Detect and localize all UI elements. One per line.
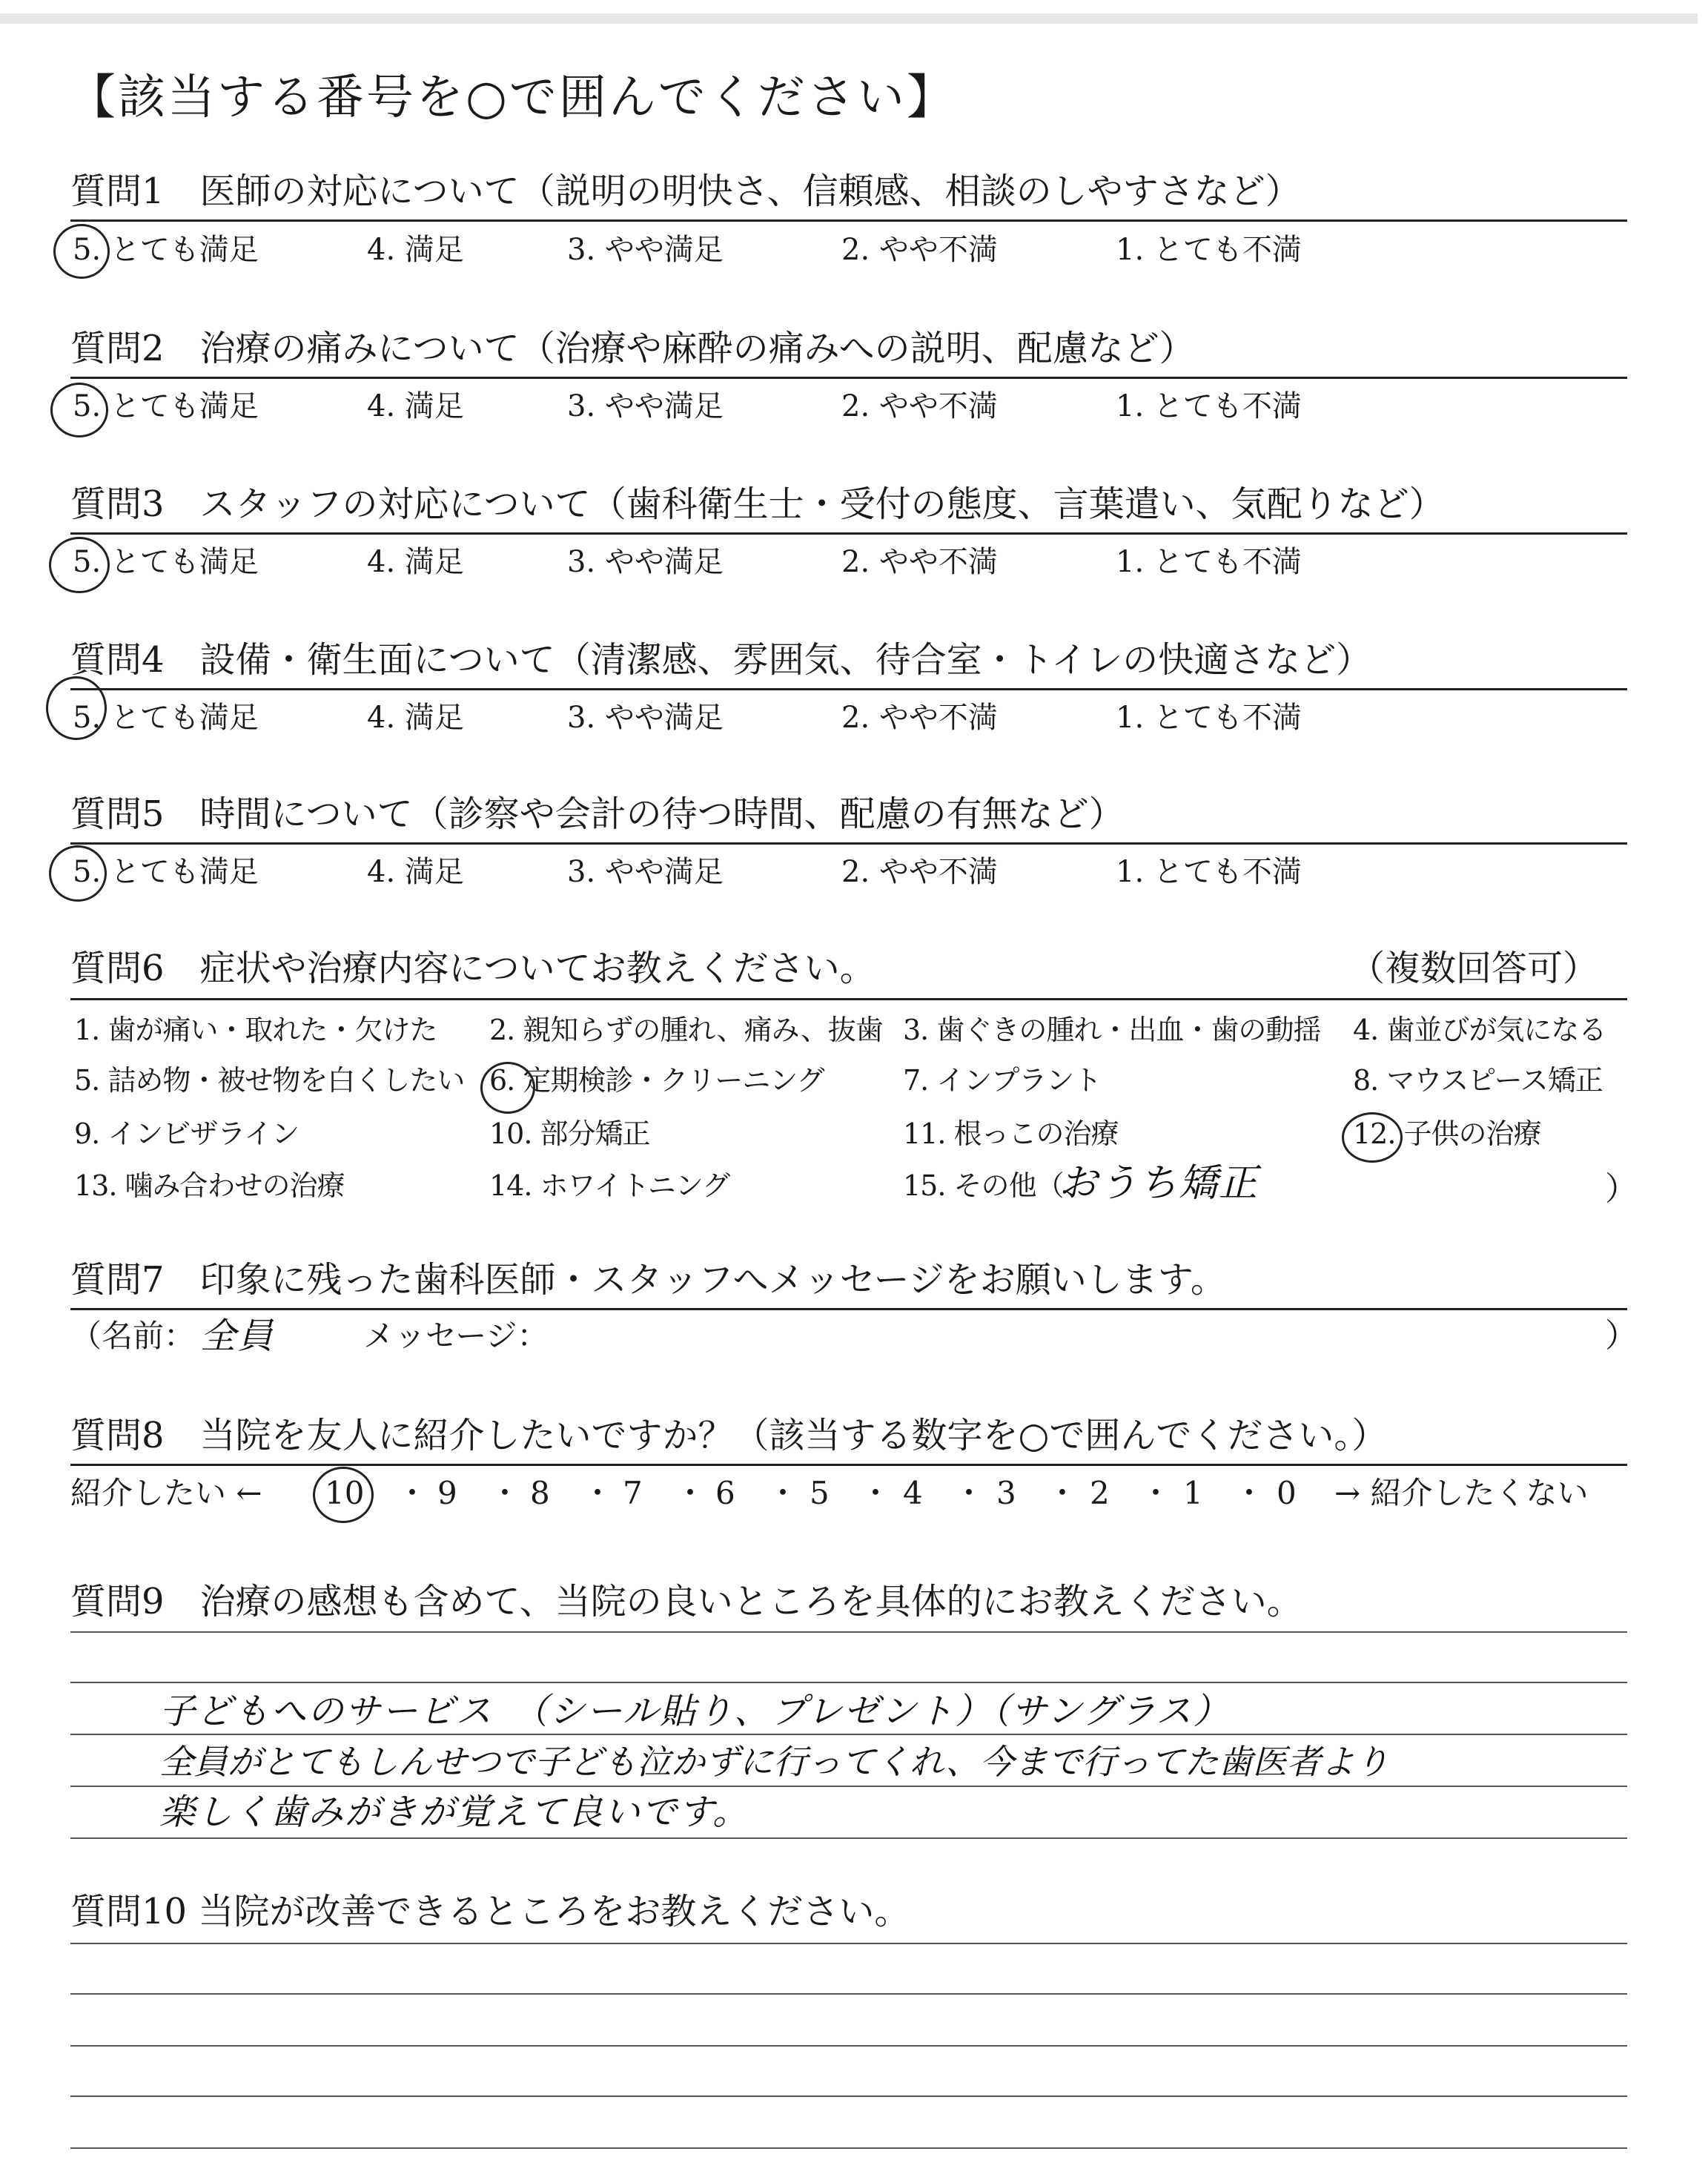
q8-scale-10[interactable]: 10 [325, 1475, 365, 1511]
q10-rule-5 [70, 2147, 1627, 2149]
q6-item-10[interactable]: 10. 部分矯正 [489, 1117, 650, 1150]
q1-option-2[interactable]: 2. やや不満 [841, 233, 998, 267]
q8-scale-8[interactable]: 8 [530, 1475, 550, 1511]
q2-option-5[interactable]: 5. とても満足 [73, 389, 259, 423]
q10-rule-4 [70, 2095, 1627, 2097]
q4-title: 質問4 設備・衛生面について（清潔感、雰囲気、待合室・トイレの快適さなど） [70, 639, 1372, 681]
q6-item-15[interactable]: 15. その他（ [903, 1169, 1064, 1202]
q6-item-14[interactable]: 14. ホワイトニング [489, 1169, 730, 1202]
q8-scale-2[interactable]: 2 [1090, 1475, 1110, 1511]
q6-item-7[interactable]: 7. インプラント [903, 1064, 1102, 1097]
q5-rule [70, 842, 1627, 845]
q9-rule-5 [70, 1837, 1627, 1839]
q8-scale-7[interactable]: 7 [623, 1475, 643, 1511]
q1-option-5[interactable]: 5. とても満足 [73, 233, 259, 267]
q6-item-5[interactable]: 5. 詰め物・被せ物を白くしたい [74, 1064, 465, 1097]
q3-title: 質問3 スタッフの対応について（歯科衛生士・受付の態度、言葉遣い、気配りなど） [70, 483, 1445, 525]
q5-option-5[interactable]: 5. とても満足 [73, 855, 259, 889]
q8-scale-0[interactable]: 0 [1277, 1475, 1297, 1511]
q4-option-2[interactable]: 2. やや不満 [841, 701, 998, 735]
q9-title: 質問9 治療の感想も含めて、当院の良いところを具体的にお教えください。 [70, 1581, 1302, 1622]
q3-option-4[interactable]: 4. 満足 [367, 545, 464, 579]
q6-item-9[interactable]: 9. インビザライン [74, 1117, 299, 1150]
q2-option-2[interactable]: 2. やや不満 [841, 389, 998, 423]
q8-scale-5[interactable]: 5 [810, 1475, 830, 1511]
q6-item-13[interactable]: 13. 噛み合わせの治療 [74, 1169, 345, 1202]
q1-option-3[interactable]: 3. やや満足 [567, 233, 724, 267]
q7-message-label: メッセージ： [363, 1318, 549, 1354]
q2-option-4[interactable]: 4. 満足 [367, 389, 464, 423]
q8-left-label: 紹介したい ← [70, 1475, 262, 1511]
q8-scale-1[interactable]: 1 [1183, 1475, 1203, 1511]
q6-item-2[interactable]: 2. 親知らずの腫れ、痛み、抜歯 [489, 1014, 883, 1046]
q2-option-1[interactable]: 1. とても不満 [1116, 389, 1302, 423]
q7-name-handwritten[interactable]: 全員 [200, 1315, 275, 1357]
q8-rule [70, 1464, 1627, 1466]
q9-rule-1 [70, 1631, 1627, 1633]
q1-title: 質問1 医師の対応について（説明の明快さ、信頼感、相談のしやすさなど） [70, 171, 1301, 212]
q9-answer-line-3[interactable]: 楽しく歯みがきが覚えて良いです。 [159, 1791, 750, 1833]
q2-title: 質問2 治療の痛みについて（治療や麻酔の痛みへの説明、配慮など） [70, 328, 1195, 369]
q6-item-11[interactable]: 11. 根っこの治療 [903, 1117, 1119, 1150]
q8-dot: ・ [860, 1475, 892, 1511]
q7-close-paren: ） [1605, 1317, 1638, 1355]
q8-scale-6[interactable]: 6 [715, 1475, 735, 1511]
q8-dot: ・ [1047, 1475, 1079, 1511]
q8-dot: ・ [397, 1475, 428, 1511]
q8-scale-9[interactable]: 9 [437, 1475, 457, 1511]
q5-option-2[interactable]: 2. やや不満 [841, 855, 998, 889]
q1-rule [70, 219, 1627, 222]
q6-item-1[interactable]: 1. 歯が痛い・取れた・欠けた [74, 1014, 437, 1046]
q8-dot: ・ [1234, 1475, 1265, 1511]
q10-rule-3 [70, 2045, 1627, 2047]
q7-title: 質問7 印象に残った歯科医師・スタッフへメッセージをお願いします。 [70, 1259, 1226, 1301]
q9-answer-line-1[interactable]: 子どもへのサービス （シール貼り、プレゼント）（サングラス） [159, 1691, 1231, 1732]
q8-scale-3[interactable]: 3 [996, 1475, 1016, 1511]
q2-option-3[interactable]: 3. やや満足 [567, 389, 724, 423]
q5-title: 質問5 時間について（診察や会計の待つ時間、配慮の有無など） [70, 793, 1125, 835]
q6-item-3[interactable]: 3. 歯ぐきの腫れ・出血・歯の動揺 [903, 1014, 1321, 1046]
q6-other-close-paren: ） [1605, 1170, 1638, 1208]
q7-rule [70, 1308, 1627, 1310]
q6-rule [70, 998, 1627, 1000]
q6-item-8[interactable]: 8. マウスピース矯正 [1353, 1064, 1603, 1097]
q4-option-5[interactable]: 5. とても満足 [73, 701, 259, 735]
q10-title: 質問10 当院が改善できるところをお教えください。 [70, 1891, 910, 1932]
q6-multi-note: （複数回答可） [1349, 948, 1599, 989]
q9-rule-4 [70, 1786, 1627, 1787]
q4-option-1[interactable]: 1. とても不満 [1116, 701, 1302, 735]
q1-option-4[interactable]: 4. 満足 [367, 233, 464, 267]
q6-other-handwritten[interactable]: おうち矯正 [1059, 1161, 1260, 1206]
q7-name-label: （名前： [70, 1318, 196, 1354]
q8-dot: ・ [582, 1475, 614, 1511]
q3-option-3[interactable]: 3. やや満足 [567, 545, 724, 579]
q4-option-3[interactable]: 3. やや満足 [567, 701, 724, 735]
q9-rule-2 [70, 1682, 1627, 1683]
q10-rule-1 [70, 1943, 1627, 1944]
q8-dot: ・ [1140, 1475, 1172, 1511]
q2-rule [70, 377, 1627, 379]
q4-option-4[interactable]: 4. 満足 [367, 701, 464, 735]
q5-option-4[interactable]: 4. 満足 [367, 855, 464, 889]
q8-right-label: → 紹介したくない [1334, 1475, 1589, 1511]
q6-item-4[interactable]: 4. 歯並びが気になる [1353, 1014, 1606, 1046]
q6-title: 質問6 症状や治療内容についてお教えください。 [70, 948, 875, 989]
q3-option-5[interactable]: 5. とても満足 [73, 545, 259, 579]
q8-dot: ・ [489, 1475, 521, 1511]
q8-dot: ・ [675, 1475, 706, 1511]
q5-option-3[interactable]: 3. やや満足 [567, 855, 724, 889]
q1-option-1[interactable]: 1. とても不満 [1116, 233, 1302, 267]
q8-dot: ・ [767, 1475, 799, 1511]
q10-rule-2 [70, 1993, 1627, 1995]
q3-option-1[interactable]: 1. とても不満 [1116, 545, 1302, 579]
q3-option-2[interactable]: 2. やや不満 [841, 545, 998, 579]
form-heading: 【該当する番号を○で囲んでください】 [68, 70, 956, 125]
q8-title: 質問8 当院を友人に紹介したいですか？（該当する数字を○で囲んでください。） [70, 1415, 1388, 1456]
q3-rule [70, 532, 1627, 535]
q8-dot: ・ [953, 1475, 985, 1511]
q9-rule-3 [70, 1734, 1627, 1735]
q6-item-6[interactable]: 6. 定期検診・クリーニング [489, 1064, 824, 1097]
scan-top-band [0, 13, 1698, 24]
q9-answer-line-2[interactable]: 全員がとてもしんせつで子ども泣かずに行ってくれ、今まで行ってた歯医者より [159, 1742, 1389, 1782]
q6-item-12[interactable]: 12. 子供の治療 [1353, 1117, 1541, 1150]
q4-rule [70, 688, 1627, 690]
q5-option-1[interactable]: 1. とても不満 [1116, 855, 1302, 889]
q8-scale-4[interactable]: 4 [903, 1475, 923, 1511]
